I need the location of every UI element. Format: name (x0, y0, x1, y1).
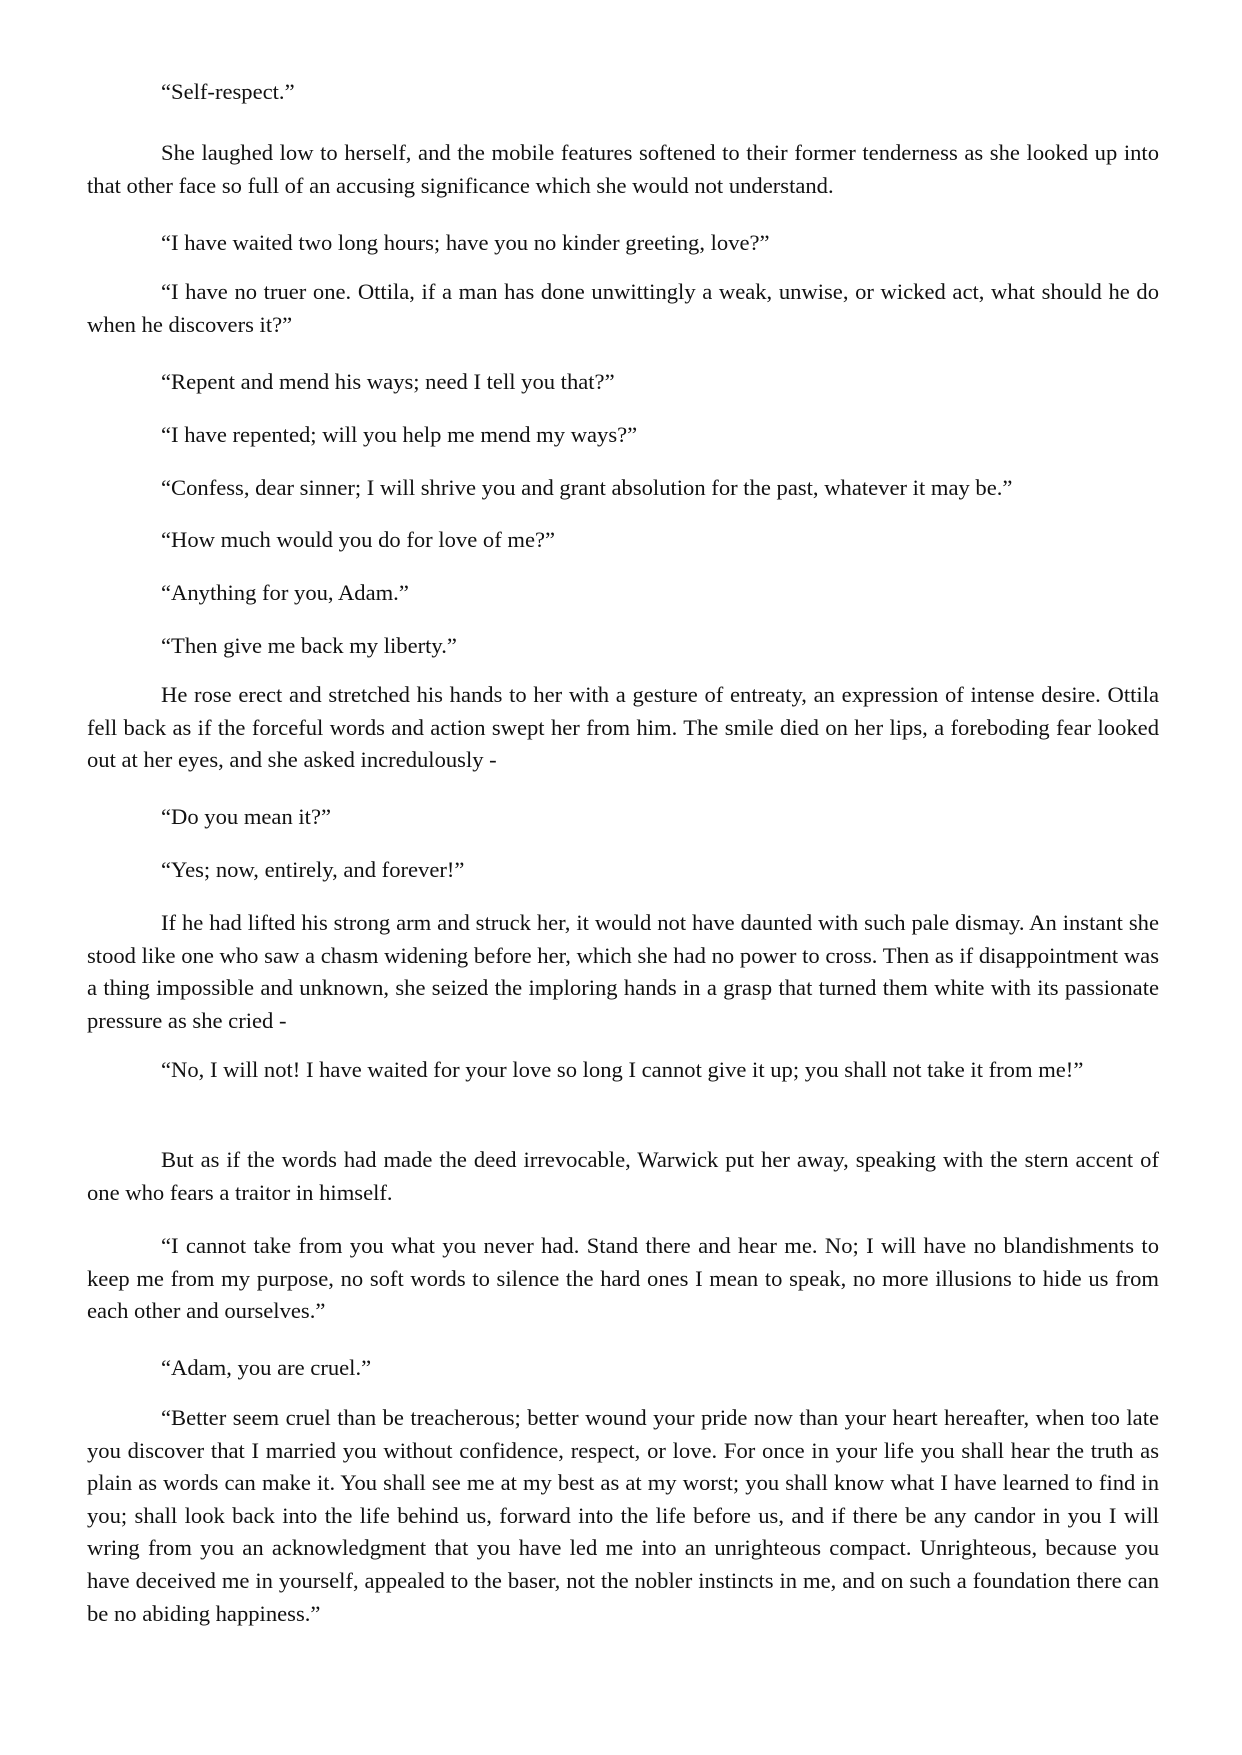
paragraph: “Do you mean it?” (161, 804, 332, 829)
paragraph: She laughed low to herself, and the mobile features softened to their former tenderness as she looked up into that other face so full of an accusing significance which she would not understand. (87, 140, 1159, 198)
paragraph: But as if the words had made the deed irrevocable, Warwick put her away, speaking with the stern accent of one who fears a traitor in himself. (87, 1147, 1159, 1205)
paragraph: He rose erect and stretched his hands to her with a gesture of entreaty, an expression of intense desire. Ottila fell back as if the forceful words and action swept her from him. The smile died on her lips, a foreboding fear looked out at her eyes, and she asked incredulously - (87, 682, 1159, 773)
paragraph: “I have waited two long hours; have you no kinder greeting, love?” (161, 230, 770, 255)
paragraph: “Adam, you are cruel.” (161, 1355, 372, 1380)
paragraph: “I have no truer one. Ottila, if a man has done unwittingly a weak, unwise, or wicked act, what should he do when he discovers it?” (87, 279, 1159, 337)
paragraph: “Confess, dear sinner; I will shrive you and grant absolution for the past, whatever it may be.” (161, 475, 1013, 500)
document-page (87, 0, 1159, 1755)
paragraph: “Anything for you, Adam.” (161, 580, 409, 605)
paragraph: “How much would you do for love of me?” (161, 527, 556, 552)
paragraph: “I have repented; will you help me mend my ways?” (161, 422, 638, 447)
paragraph: If he had lifted his strong arm and struck her, it would not have daunted with such pale dismay. An instant she stood like one who saw a chasm widening before her, which she had no power to cross. Then as if disappointment was a thing impossible and unknown, she seized the imploring hands in a grasp that turned them white with its passionate pressure as she cried - (87, 910, 1159, 1033)
paragraph: “No, I will not! I have waited for your love so long I cannot give it up; you shall not take it from me!” (161, 1057, 1084, 1082)
paragraph: “Self-respect.” (161, 79, 295, 104)
paragraph: “Better seem cruel than be treacherous; better wound your pride now than your heart hereafter, when too late you discover that I married you without confidence, respect, or love. For once in your life you shall hear the truth as plain as words can make it. You shall see me at my best as at my worst; you shall know what I have learned to find in you; shall look back into the life behind us, forward into the life before us, and if there be any candor in you I will wring from you an acknowledgment that you have led me into an unrighteous compact. Unrighteous, because you have deceived me in yourself, appealed to the baser, not the nobler instincts in me, and on such a foundation there can be no abiding happiness.” (87, 1405, 1159, 1626)
paragraph: “Yes; now, entirely, and forever!” (161, 857, 465, 882)
paragraph: “Then give me back my liberty.” (161, 633, 457, 658)
paragraph: “Repent and mend his ways; need I tell you that?” (161, 369, 615, 394)
paragraph: “I cannot take from you what you never had. Stand there and hear me. No; I will have no blandishments to keep me from my purpose, no soft words to silence the hard ones I mean to speak, no more illusions to hide us from each other and ourselves.” (87, 1233, 1159, 1324)
